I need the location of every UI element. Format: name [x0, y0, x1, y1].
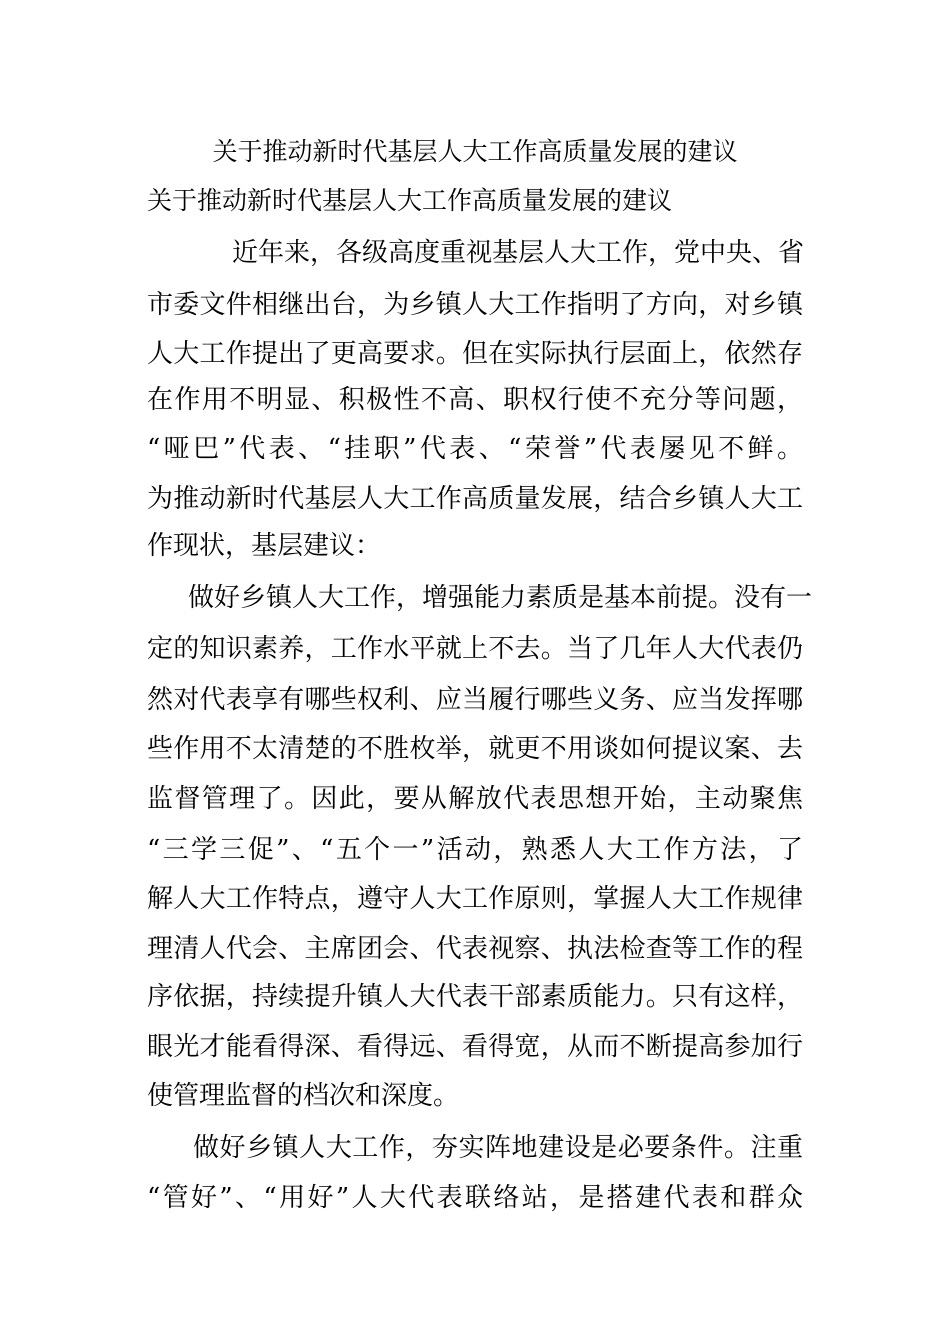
paragraph-line: 眼光才能看得深、看得远、看得宽，从而不断提高参加行 [147, 1032, 803, 1062]
paragraph-line: 使管理监督的档次和深度。 [147, 1081, 460, 1111]
paragraph-line: 然对代表享有哪些权利、应当履行哪些义务、应当发挥哪 [147, 685, 803, 715]
document-subtitle: 关于推动新时代基层人大工作高质量发展的建议 [147, 186, 673, 215]
paragraph-line: 定的知识素养，工作水平就上不去。当了几年人大代表仍 [147, 634, 803, 664]
paragraph-line: “哑巴”代表、“挂职”代表、“荣誉”代表屡见不鲜。 [147, 434, 803, 464]
paragraph-line: 理清人代会、主席团会、代表视察、执法检查等工作的程 [147, 934, 803, 964]
paragraph-line: 些作用不太清楚的不胜枚举，就更不用谈如何提议案、去 [147, 734, 803, 764]
paragraph-line: 监督管理了。因此，要从解放代表思想开始，主动聚焦 [147, 784, 803, 814]
paragraph-line: 为推动新时代基层人大工作高质量发展，结合乡镇人大工 [147, 484, 803, 514]
paragraph-line: 做好乡镇人大工作，增强能力素质是基本前提。没有一 [188, 583, 813, 613]
paragraph-line: “三学三促”、“五个一”活动，熟悉人大工作方法，了 [147, 835, 803, 865]
paragraph-line: 序依据，持续提升镇人大代表干部素质能力。只有这样， [147, 982, 803, 1012]
paragraph-line: 市委文件相继出台，为乡镇人大工作指明了方向，对乡镇 [147, 290, 803, 320]
paragraph-line: 解人大工作特点，遵守人大工作原则，掌握人大工作规律 [147, 884, 803, 914]
paragraph-line: 近年来，各级高度重视基层人大工作，党中央、省 [232, 238, 805, 268]
paragraph-line: 作现状，基层建议： [147, 531, 382, 561]
paragraph-line: 做好乡镇人大工作，夯实阵地建设是必要条件。注重 [193, 1133, 803, 1163]
paragraph-line: 在作用不明显、积极性不高、职权行使不充分等问题， [147, 385, 803, 415]
document-title: 关于推动新时代基层人大工作高质量发展的建议 [212, 137, 738, 166]
paragraph-line: “管好”、“用好”人大代表联络站，是搭建代表和群众 [147, 1183, 803, 1213]
paragraph-line: 人大工作提出了更高要求。但在实际执行层面上，依然存 [147, 339, 803, 369]
